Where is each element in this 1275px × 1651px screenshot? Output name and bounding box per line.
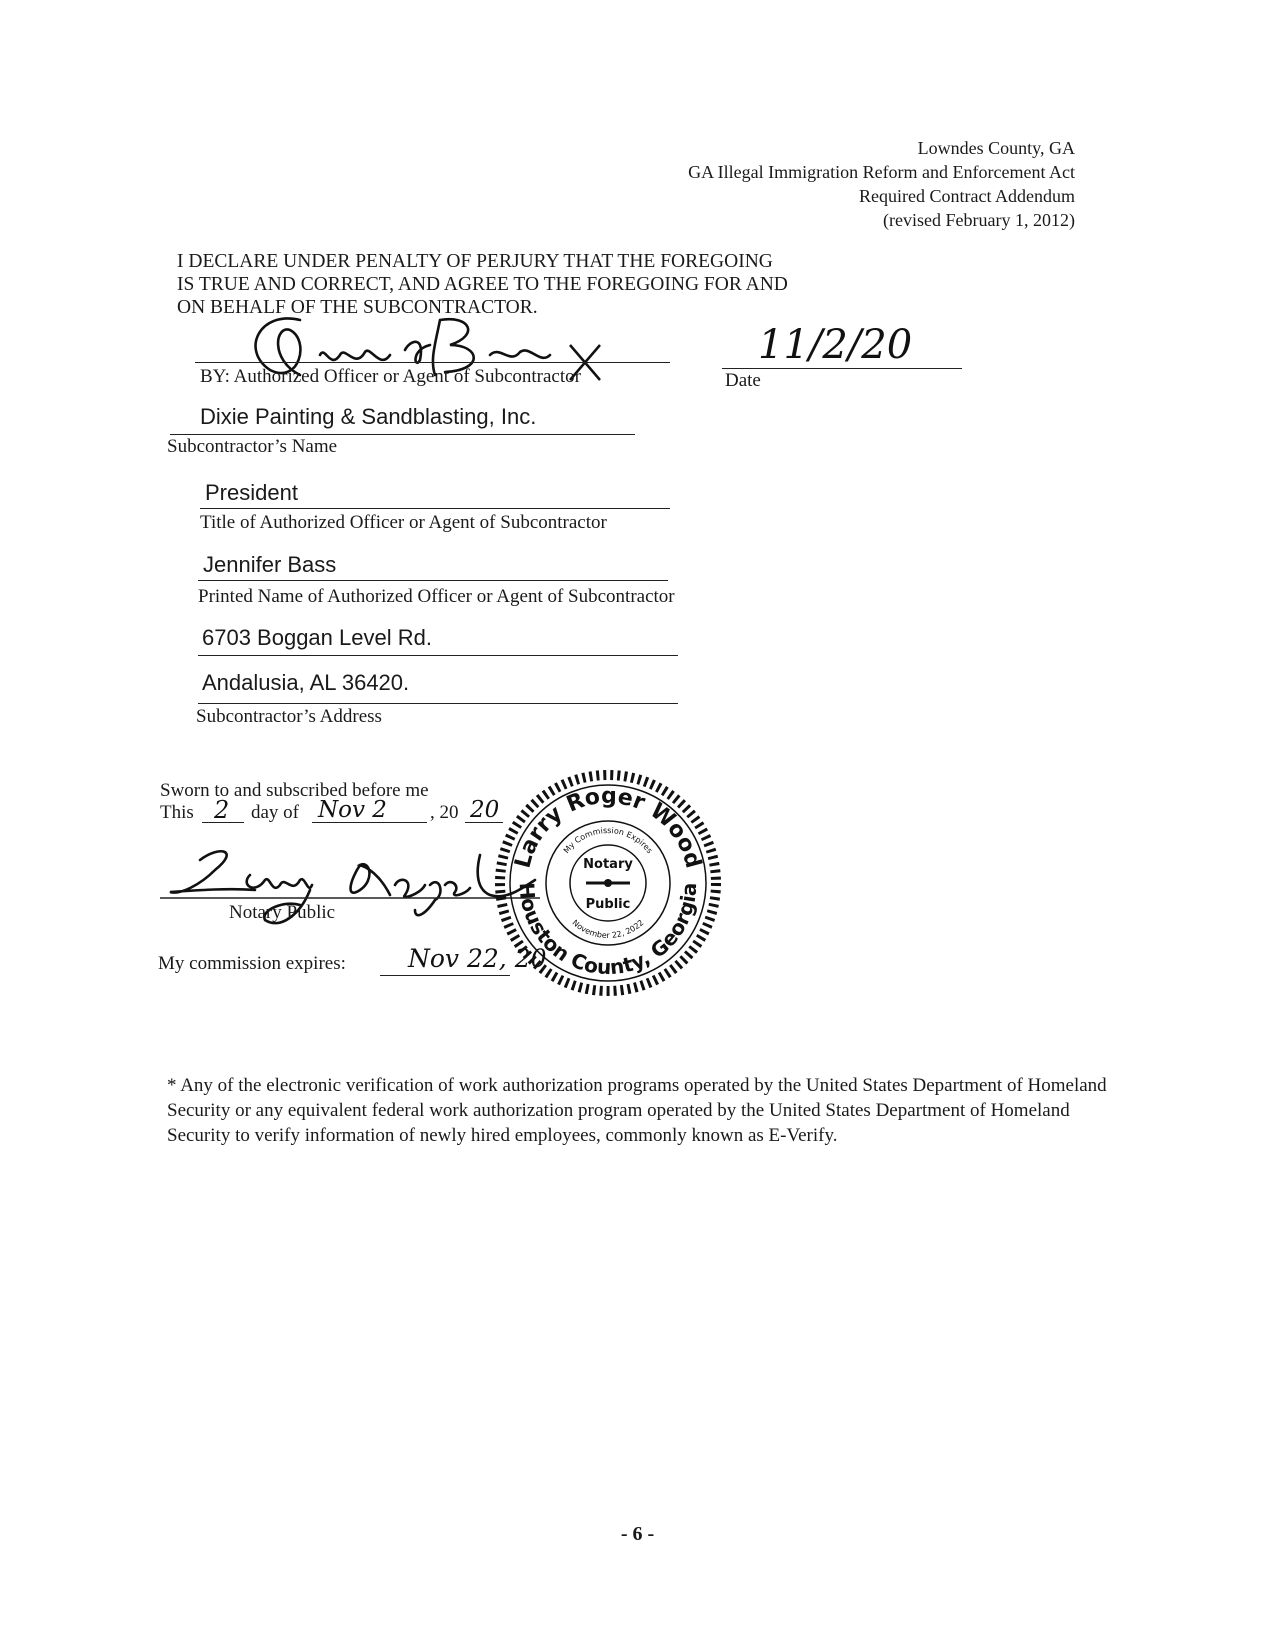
officer-title-value: President [205,480,298,505]
notary-public-label: Notary Public [229,902,336,923]
notary-month-line [312,822,427,823]
header-county: Lowndes County, GA [917,138,1075,158]
date-label: Date [725,370,761,391]
seal-center-top: Notary [583,857,633,872]
address-line-2-line [198,703,678,704]
officer-title-label: Title of Authorized Officer or Agent of Subcontractor [200,512,607,533]
declaration-line-1: I DECLARE UNDER PENALTY OF PERJURY THAT THE FOREGOING [177,251,773,272]
seal-bottom-text: Houston County, Georgia [514,881,702,980]
notary-day-value: 2 [214,796,230,824]
address-label: Subcontractor’s Address [196,706,382,727]
document-header [688,136,1075,232]
address-line-1-line [198,655,678,656]
declaration-line-2: IS TRUE AND CORRECT, AND AGREE TO THE FOREGOING FOR AND [177,274,788,295]
declaration-line-3: ON BEHALF OF THE SUBCONTRACTOR. [177,297,538,318]
notary-month-value: Nov 2 [318,797,387,823]
address-line-2-value: Andalusia, AL 36420. [202,670,410,695]
header-act: GA Illegal Immigration Reform and Enforcement Act [688,162,1075,182]
seal-center-bottom: Public [585,897,631,912]
e-verify-footnote: * Any of the electronic verification of work authorization programs operated by the United States Department of Homeland Security or any equivalent federal work authorization program operated by the United States Department of Homeland Security to verify information of newly hired employees, commonly known as E-Verify. [167,1075,1107,1146]
seal-top-text: Larry Roger Wood [510,783,706,871]
subcontractor-name-line [170,434,635,435]
this-text: This [160,802,194,823]
signature-line-label: BY: Authorized Officer or Agent of Subcontractor [200,366,581,387]
subcontractor-name-value: Dixie Painting & Sandblasting, Inc. [200,404,537,429]
printed-name-value: Jennifer Bass [203,552,337,577]
printed-name-label: Printed Name of Authorized Officer or Agent of Subcontractor [198,586,675,607]
year-prefix-text: , 20 [430,802,459,823]
header-addendum: Required Contract Addendum [859,186,1075,206]
signature-line [195,362,670,363]
day-of-text: day of [251,802,300,823]
subcontractor-name-label: Subcontractor’s Name [167,436,338,457]
officer-title-line [200,508,670,509]
commission-value: Nov 22, 20 [408,944,547,973]
printed-name-line [198,580,668,581]
header-revision: (revised February 1, 2012) [883,210,1075,230]
address-line-1-value: 6703 Boggan Level Rd. [202,625,432,650]
date-line [722,368,962,369]
notary-year-value: 20 [470,797,500,823]
notary-seal [488,768,728,998]
signature-date-value: 11/2/20 [758,322,913,368]
commission-label: My commission expires: [158,953,346,974]
page-number: - 6 - [620,1523,655,1545]
notary-day-line [202,822,244,823]
sworn-text: Sworn to and subscribed before me [160,780,429,801]
seal-inner-bottom-text: November 22, 2022 [570,918,646,941]
seal-inner-top-text: My Commission Expires [561,825,655,856]
